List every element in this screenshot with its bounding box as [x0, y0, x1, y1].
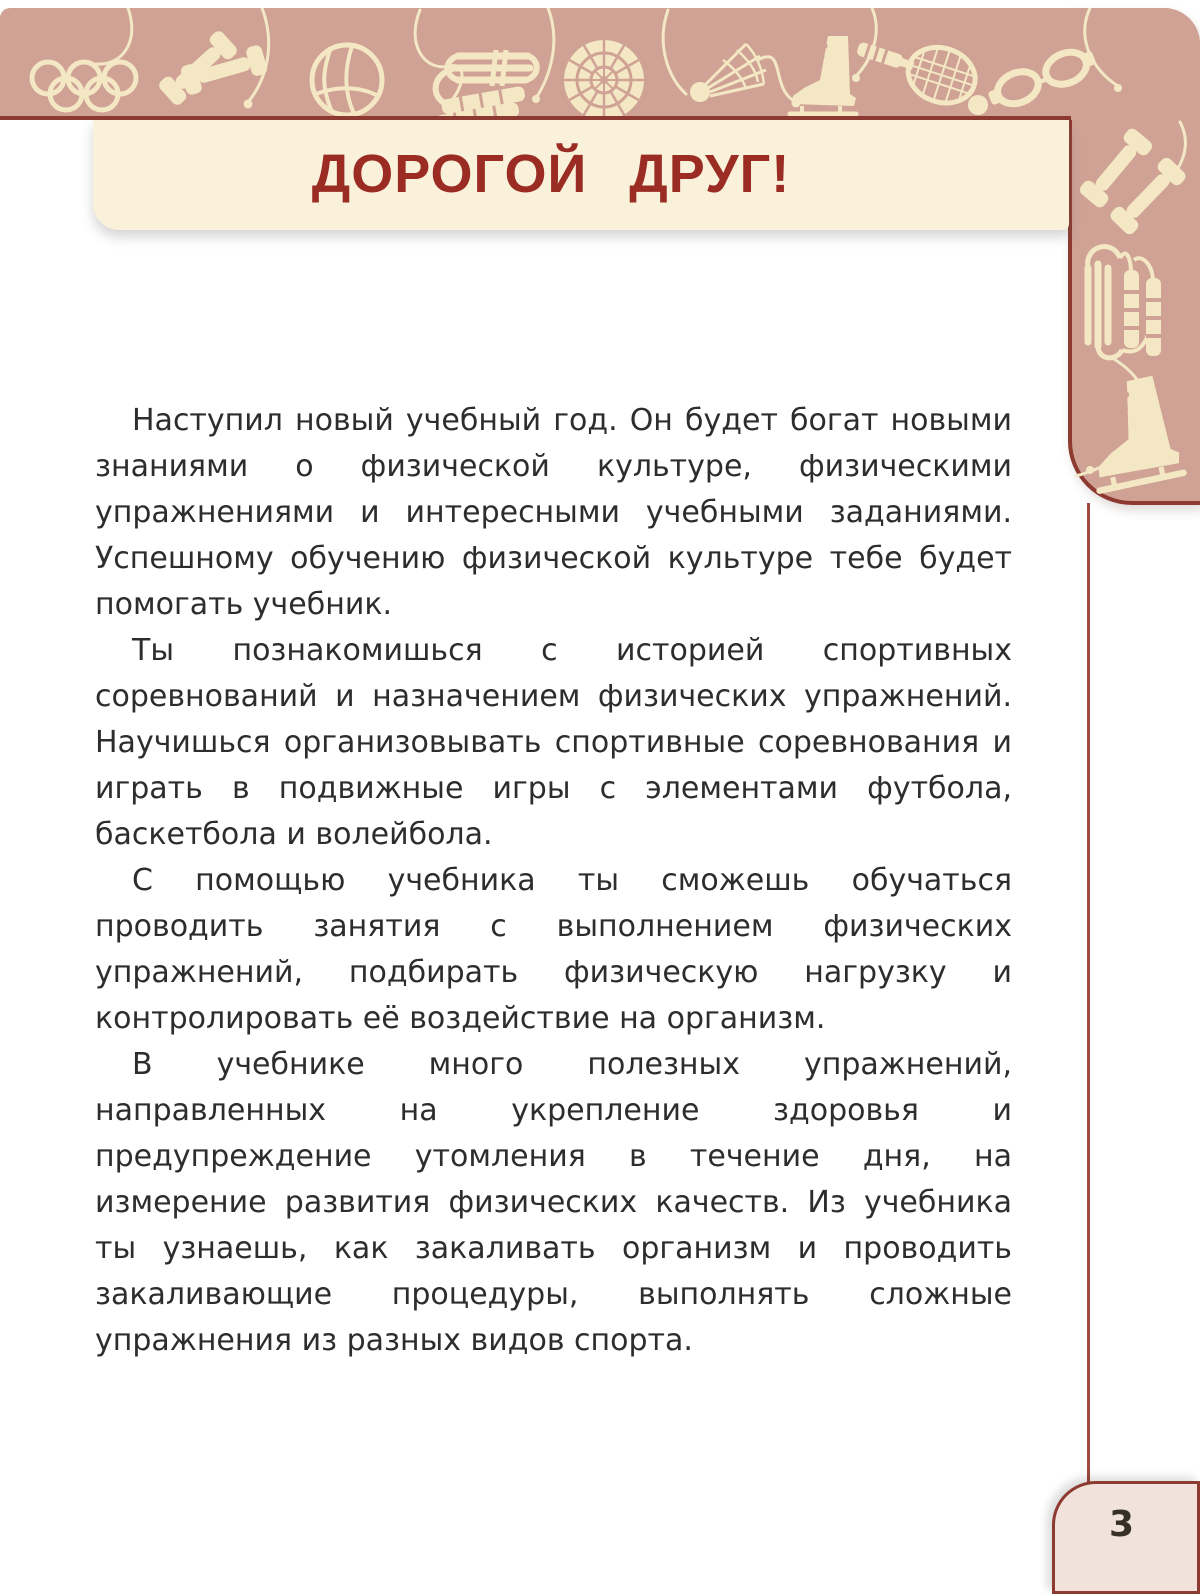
body-paragraph: Наступил новый учебный год. Он будет богат новыми знаниями о физической культуре, физическими упражнениями и интересными учебными заданиями. Успешному обучению физической культуре тебе будет помогать учебник. [95, 403, 1012, 622]
title-panel [93, 120, 1069, 230]
body-paragraph: Ты познакомишься с историей спортивных соревнований и назначением физических упражнений. Научишься организовывать спортивные соревнования и играть в подвижные игры с элементами футбола, баскетбола и волейбола. [95, 633, 1012, 852]
shuttlecock-icon [690, 44, 766, 102]
jump-rope-icon [435, 50, 537, 120]
ice-skate-icon [1079, 374, 1184, 491]
dumbbells-icon [1078, 126, 1188, 236]
dartboard-icon [564, 40, 644, 120]
body-paragraph: В учебнике много полезных упражнений, направленных на укрепление здоровья и предупреждение утомления в течение дня, на измерение развития физических качеств. Из учебника ты узнаешь, как закаливать организм и проводить закаливающие процедуры, выполнять сложные упражнения из разных видов спорта. [95, 1047, 1012, 1358]
swim-goggles-icon [984, 43, 1099, 113]
header-band-art [0, 8, 1200, 120]
page-title: ДОРОГОЙ ДРУГ! [311, 144, 791, 204]
olympic-rings-icon [32, 62, 136, 110]
volleyball-icon [312, 45, 382, 115]
tennis-racket-icon [850, 22, 988, 115]
jump-rope-icon [1088, 247, 1161, 358]
page-number: 3 [1109, 1504, 1135, 1545]
ice-skate-icon [790, 36, 856, 114]
body-paragraph: С помощью учебника ты сможешь обучаться проводить занятия с выполнением физических упражнений, подбирать физическую нагрузку и контролировать её воздействие на организм. [95, 863, 1012, 1036]
body-text [95, 398, 1012, 1364]
divider-line [1087, 503, 1090, 1483]
page-number-badge [1052, 1481, 1200, 1594]
tennis-ball-icon [968, 95, 988, 115]
sidebar-art [1068, 120, 1200, 506]
